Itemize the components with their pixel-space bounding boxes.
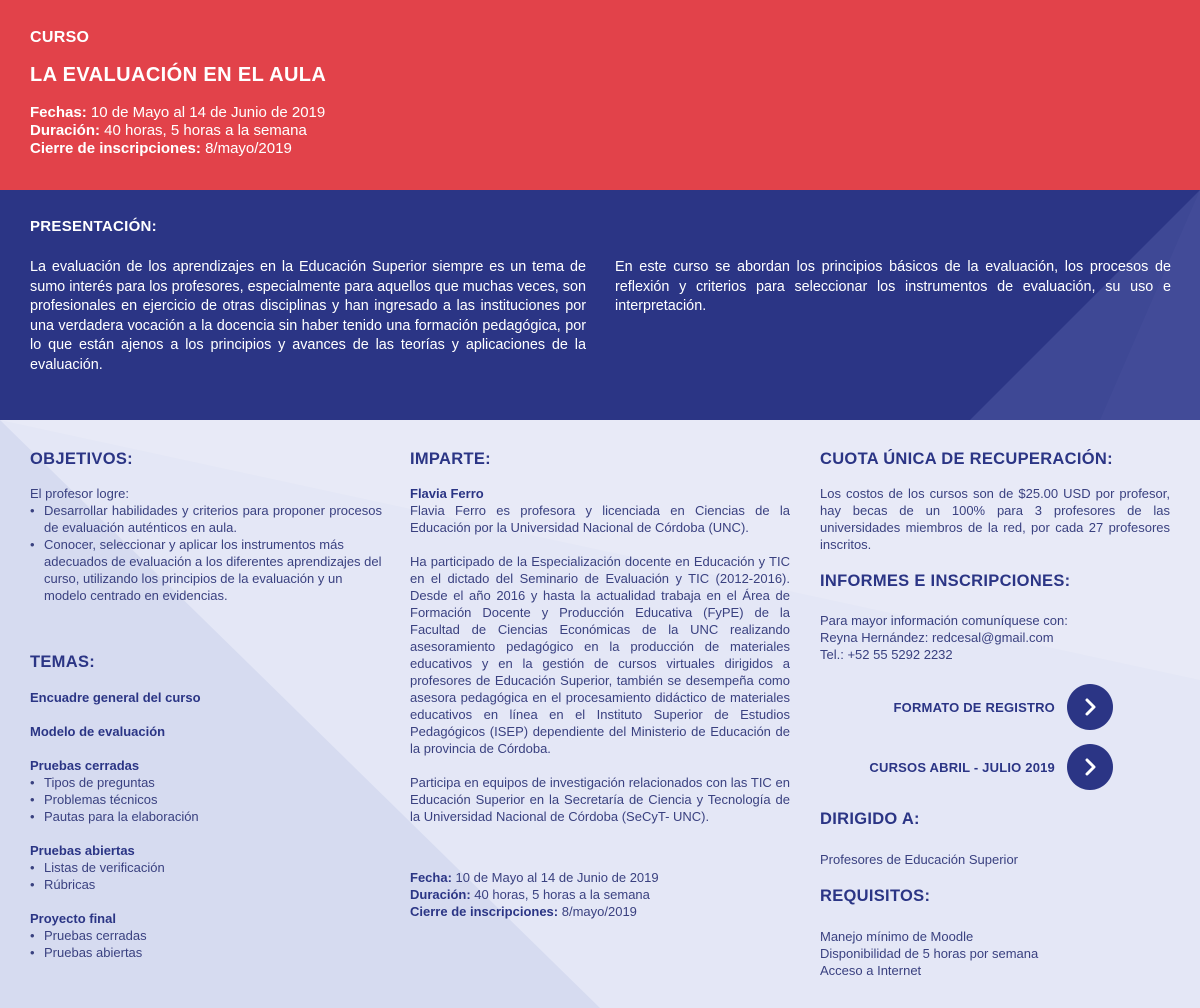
list-item: • Pautas para la elaboración bbox=[30, 808, 382, 825]
informes-heading: INFORMES E INSCRIPCIONES: bbox=[820, 572, 1071, 590]
objetivos-body bbox=[30, 485, 382, 604]
course-kicker: CURSO bbox=[30, 29, 90, 46]
list-item: • Pruebas abiertas bbox=[30, 944, 382, 961]
presentation-paragraph-1: La evaluación de los aprendizajes en la Educación Superior siempre es un tema de sumo interés para los profesores, especialmente para aquellos que muchas veces, son profesionales en ejercicio de otras disciplinas y han ingresado a las instituciones por una verdadera vocación a la docencia sin haber tenido una formación pedagógica, por lo que están ajenos a los principios y avances de las teorías y aplicaciones de la evaluación. bbox=[30, 259, 586, 373]
requisitos-heading: REQUISITOS: bbox=[820, 887, 931, 905]
objetivo-item: • Desarrollar habilidades y criterios para proponer procesos de evaluación auténticos en aula. bbox=[30, 502, 382, 536]
tema-encuadre: Encuadre general del curso bbox=[30, 690, 201, 705]
chevron-right-icon bbox=[1079, 696, 1101, 718]
instructor-bio-3: Participa en equipos de investigación relacionados con las TIC en Educación Superior en la Secretaría de Ciencia y Tecnología de la Universidad Nacional de Córdoba (SeCyT- UNC). bbox=[410, 775, 790, 824]
list-item: • Listas de verificación bbox=[30, 859, 382, 876]
tema-pruebas-cerradas: Pruebas cerradas bbox=[30, 758, 140, 773]
cursos-label: CURSOS ABRIL - JULIO 2019 bbox=[869, 759, 1055, 775]
dirigido-heading: DIRIGIDO A: bbox=[820, 810, 920, 828]
list-item: • Rúbricas bbox=[30, 876, 382, 893]
cierre-line bbox=[410, 903, 790, 920]
cierre-line bbox=[30, 140, 325, 158]
cierre-value: 8/mayo/2019 bbox=[558, 904, 637, 919]
course-title: LA EVALUACIÓN EN EL AULA bbox=[30, 64, 327, 86]
temas-body bbox=[30, 689, 382, 961]
informes-contact: Reyna Hernández: redcesal@gmail.com bbox=[820, 630, 1054, 645]
informes-body bbox=[820, 612, 1170, 663]
registro-link[interactable] bbox=[820, 684, 1113, 730]
objetivos-intro: El profesor logre: bbox=[30, 486, 129, 501]
fechas-line bbox=[30, 104, 325, 122]
tema-proyecto-final: Proyecto final bbox=[30, 911, 116, 926]
dirigido-text: Profesores de Educación Superior bbox=[820, 852, 1019, 867]
cuota-heading: CUOTA ÚNICA DE RECUPERACIÓN: bbox=[820, 450, 1113, 468]
list-item: Manejo mínimo de Moodle bbox=[820, 929, 974, 944]
cursos-button[interactable] bbox=[1067, 744, 1113, 790]
duracion-value: 40 horas, 5 horas a la semana bbox=[100, 122, 307, 139]
cuota-text: Los costos de los cursos son de $25.00 USD por profesor, hay becas de un 100% para 3 profesores de las universidades miembros de la red, por cada 27 profesores inscritos. bbox=[820, 486, 1170, 552]
fecha-line bbox=[410, 869, 790, 886]
instructor-bio-2: Ha participado de la Especialización docente en Educación y TIC en el dictado del Seminario de Evaluación y TIC (2012-2016). Desde el año 2016 y hasta la actualidad trabaja en el Área de Formación Docente y Producción Educativa (FyPE) de la Facultad de Ciencias Económicas de la UNC realizando asesoramiento pedagógico en la producción de materiales educativos y en la gestión de cursos virtuales dirigidos a profesores de Educación Superior, también se desempeña como asesora pedagógica en el procesamiento didáctico de materiales educativos en línea en el Instituto Superior de Estudios Pedagógicos (ISEP) dependiente del Ministerio de Educación de la provincia de Córdoba. bbox=[410, 554, 790, 756]
instructor-name: Flavia Ferro bbox=[410, 486, 484, 501]
objetivo-item: • Conocer, seleccionar y aplicar los instrumentos más adecuados de evaluación a los diferentes aprendizajes del curso, utilizando los principios de la evaluación y un modelo centrado en evidencias. bbox=[30, 536, 382, 604]
header-banner bbox=[0, 0, 1200, 190]
list-item: • Problemas técnicos bbox=[30, 791, 382, 808]
registro-label: FORMATO DE REGISTRO bbox=[893, 699, 1055, 715]
cierre-label: Cierre de inscripciones: bbox=[30, 140, 201, 157]
chevron-right-icon bbox=[1079, 756, 1101, 778]
instructor-bio-1: Flavia Ferro es profesora y licenciada en Ciencias de la Educación por la Universidad Nacional de Córdoba (UNC). bbox=[410, 503, 790, 535]
informes-phone: Tel.: +52 55 5292 2232 bbox=[820, 647, 953, 662]
cierre-value: 8/mayo/2019 bbox=[200, 140, 292, 157]
imparte-heading: IMPARTE: bbox=[410, 450, 491, 468]
duracion-line bbox=[410, 886, 790, 903]
informes-line-1: Para mayor información comuníquese con: bbox=[820, 613, 1068, 628]
pruebas-cerradas-list bbox=[30, 774, 382, 825]
course-meta bbox=[30, 104, 325, 158]
list-item: Acceso a Internet bbox=[820, 963, 922, 978]
duracion-value: 40 horas, 5 horas a la semana bbox=[470, 887, 650, 902]
duracion-label: Duración: bbox=[30, 122, 101, 139]
requisitos-list bbox=[820, 928, 1170, 979]
duracion-line bbox=[30, 122, 325, 140]
imparte-meta bbox=[410, 869, 790, 920]
temas-heading: TEMAS: bbox=[30, 653, 96, 671]
presentation-section bbox=[0, 190, 1200, 420]
details-section bbox=[0, 420, 1200, 1008]
fechas-value: 10 de Mayo al 14 de Junio de 2019 bbox=[86, 104, 326, 121]
fecha-label: Fecha: bbox=[410, 870, 452, 885]
duracion-label: Duración: bbox=[410, 887, 471, 902]
objetivos-heading: OBJETIVOS: bbox=[30, 450, 133, 468]
fechas-label: Fechas: bbox=[30, 104, 87, 121]
registro-button[interactable] bbox=[1067, 684, 1113, 730]
cursos-link[interactable] bbox=[820, 744, 1113, 790]
cierre-label: Cierre de inscripciones: bbox=[410, 904, 559, 919]
list-item: • Tipos de preguntas bbox=[30, 774, 382, 791]
imparte-body bbox=[410, 485, 790, 825]
tema-pruebas-abiertas: Pruebas abiertas bbox=[30, 843, 135, 858]
list-item: • Pruebas cerradas bbox=[30, 927, 382, 944]
tema-modelo: Modelo de evaluación bbox=[30, 724, 166, 739]
objetivos-list bbox=[30, 502, 382, 604]
list-item: Disponibilidad de 5 horas por semana bbox=[820, 946, 1039, 961]
proyecto-final-list bbox=[30, 927, 382, 961]
presentation-paragraph-2: En este curso se abordan los principios básicos de la evaluación, los procesos de reflexión y criterios para seleccionar los instrumentos de evaluación, su uso e interpretación. bbox=[615, 259, 1171, 314]
fecha-value: 10 de Mayo al 14 de Junio de 2019 bbox=[451, 870, 659, 885]
pruebas-abiertas-list bbox=[30, 859, 382, 893]
presentation-heading: PRESENTACIÓN: bbox=[30, 218, 157, 235]
